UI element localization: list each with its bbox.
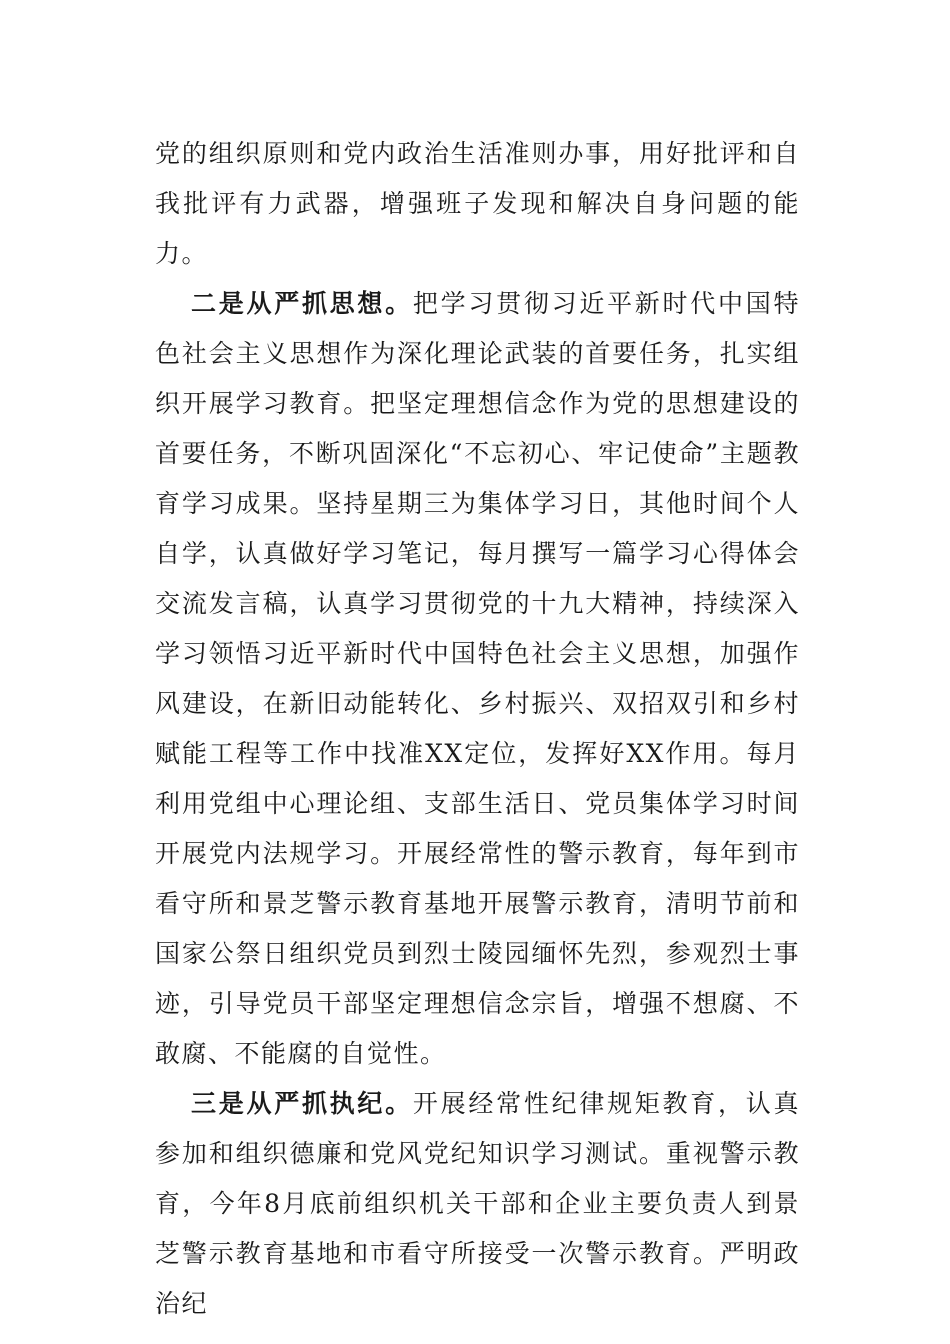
paragraph-3-text: 开展经常性纪律规矩教育，认真参加和组织德廉和党风党纪知识学习测试。重视警示教育，今年8月底前组织机关干部和企业主要负责人到景芝警示教育基地和市看守所接受一次警示教育。严明政治纪 <box>155 1089 800 1318</box>
paragraph-2-lead: 二是从严抓思想。 <box>191 289 413 318</box>
document-body <box>155 129 800 1329</box>
paragraph-1-text: 党的组织原则和党内政治生活准则办事，用好批评和自我批评有力武器，增强班子发现和解决自身问题的能力。 <box>155 139 800 268</box>
paragraph-3 <box>155 1079 800 1329</box>
paragraph-2 <box>155 279 800 1079</box>
paragraph-3-lead: 三是从严抓执纪。 <box>191 1089 413 1118</box>
paragraph-2-text: 把学习贯彻习近平新时代中国特色社会主义思想作为深化理论武装的首要任务，扎实组织开展学习教育。把坚定理想信念作为党的思想建设的首要任务，不断巩固深化“不忘初心、牢记使命”主题教育学习成果。坚持星期三为集体学习日，其他时间个人自学，认真做好学习笔记，每月撰写一篇学习心得体会交流发言稿，认真学习贯彻党的十九大精神，持续深入学习领悟习近平新时代中国特色社会主义思想，加强作风建设，在新旧动能转化、乡村振兴、双招双引和乡村赋能工程等工作中找准XX定位，发挥好XX作用。每月利用党组中心理论组、支部生活日、党员集体学习时间开展党内法规学习。开展经常性的警示教育，每年到市看守所和景芝警示教育基地开展警示教育，清明节前和国家公祭日组织党员到烈士陵园缅怀先烈，参观烈士事迹，引导党员干部坚定理想信念宗旨，增强不想腐、不敢腐、不能腐的自觉性。 <box>155 289 800 1068</box>
paragraph-1 <box>155 129 800 279</box>
